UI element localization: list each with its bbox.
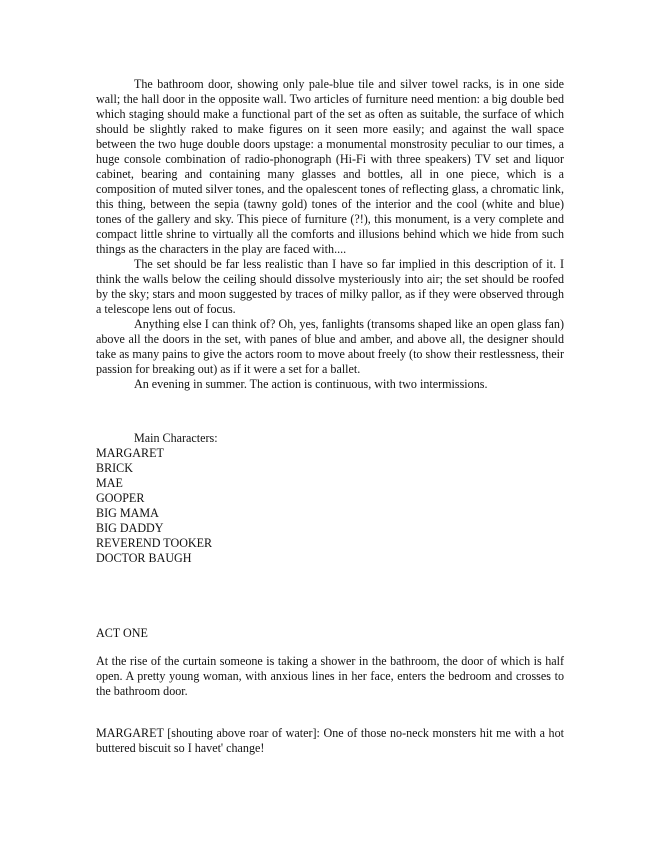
description-paragraph-fanlights: Anything else I can think of? Oh, yes, fanlights (transoms shaped like an open glass fan) above all the doors in the set, with panes of blue and amber, and above all, the designer should take as many pains to give the actors room to move about freely (to show their restlessness, their passion for breaking out) as if it were a set for a ballet. xyxy=(96,317,564,376)
character-item: DOCTOR BAUGH xyxy=(96,551,192,565)
character-item: MAE xyxy=(96,476,123,490)
act-stage-direction-block xyxy=(96,654,564,699)
description-paragraph-furniture: The bathroom door, showing only pale-blue tile and silver towel racks, is in one side wall; the hall door in the opposite wall. Two articles of furniture need mention: a big double bed which staging should make a functional part of the set as often as suitable, the surface of which should be slightly raked to make figures on it seen more easily; and against the wall space between the two huge double doors upstage: a monumental monstrosity peculiar to our times, a huge console combination of radio-phonograph (Hi-Fi with three speakers) TV set and liquor cabinet, bearing and containing many glasses and bottles, all in one piece, which is a composition of muted silver tones, and the opalescent tones of reflecting glass, a chromatic link, this thing, between the sepia (tawny gold) tones of the interior and the cool (white and blue) tones of the gallery and sky. This piece of furniture (?!), this monument, is a very complete and compact little shrine to virtually all the comforts and illusions behind which we hide from such things as the characters in the play are faced with.... xyxy=(96,77,564,256)
act-stage-direction: At the rise of the curtain someone is taking a shower in the bathroom, the door of which is half open. A pretty young woman, with anxious lines in her face, enters the bedroom and crosses to the bathroom door. xyxy=(96,654,564,698)
characters-heading: Main Characters: xyxy=(134,431,218,445)
act-title: ACT ONE xyxy=(96,626,148,640)
character-item: GOOPER xyxy=(96,491,145,505)
character-item: BRICK xyxy=(96,461,133,475)
main-characters-section xyxy=(96,431,564,566)
stage-description xyxy=(96,77,564,392)
character-list xyxy=(96,446,564,566)
description-paragraph-set: The set should be far less realistic than I have so far implied in this description of it. I think the walls below the ceiling should dissolve mysteriously into air; the set should be roofed by the sky; stars and moon suggested by traces of milky pallor, as if they were observed through a telescope lens out of focus. xyxy=(96,257,564,316)
character-item: BIG MAMA xyxy=(96,506,159,520)
character-item: BIG DADDY xyxy=(96,521,164,535)
character-item: MARGARET xyxy=(96,446,164,460)
description-paragraph-time: An evening in summer. The action is continuous, with two intermissions. xyxy=(134,377,488,391)
margaret-dialogue-line: MARGARET [shouting above roar of water]: One of those no-neck monsters hit me with a hot buttered biscuit so I havet' change! xyxy=(96,726,564,755)
act-dialogue-block xyxy=(96,726,564,756)
character-item: REVEREND TOOKER xyxy=(96,536,213,550)
